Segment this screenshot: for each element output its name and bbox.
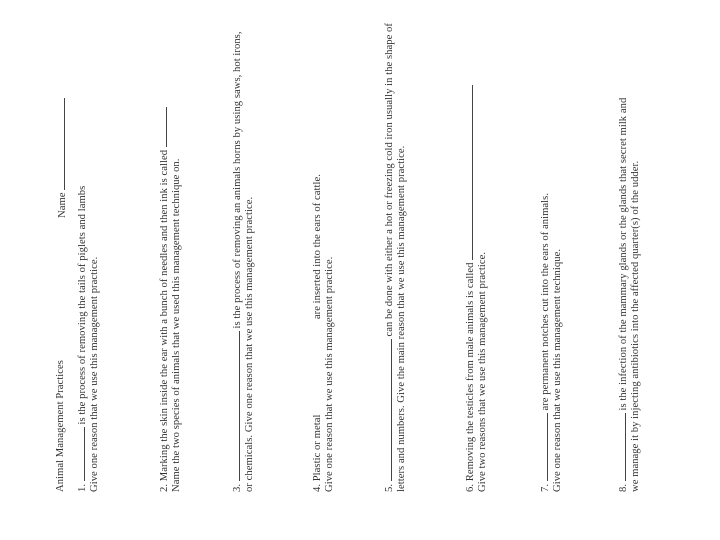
question-4-line-2 (324, 257, 336, 492)
question-1-prompt: Give one reason that we use this management practice. (89, 256, 100, 492)
question-5-line-1 (382, 23, 396, 492)
question-8-number: 8. (618, 483, 629, 492)
question-4-blank[interactable] (310, 322, 320, 412)
question-3-line-1 (230, 31, 244, 492)
question-2-line-1 (157, 107, 171, 492)
question-5-blank[interactable] (382, 339, 392, 481)
question-8-line-2 (630, 161, 642, 492)
question-3-number: 3. (232, 483, 243, 492)
question-5-line-2 (396, 146, 408, 492)
question-6-line-2 (477, 252, 489, 492)
question-7-text: are permanent notches cut into the ears of animals. (540, 192, 551, 411)
question-6-blank[interactable] (463, 85, 473, 260)
question-7-number: 7. (540, 483, 551, 492)
name-field[interactable] (55, 98, 69, 218)
question-4-text-after: are inserted into the ears of cattle. (312, 174, 323, 320)
question-4-prompt: Give one reason that we use this management practice. (324, 256, 335, 492)
question-1-text: is the process of removing the tails of piglets and lambs (77, 185, 88, 425)
question-7-prompt: Give one reason that we use this management technique. (552, 248, 563, 492)
question-6-prompt: Give two reasons that we use this management practice. (477, 251, 488, 492)
question-4-line-1 (310, 174, 324, 492)
worksheet-title (55, 360, 67, 492)
question-1-line-2 (89, 257, 101, 492)
question-1-number: 1. (77, 483, 88, 492)
question-1-blank[interactable] (75, 427, 85, 481)
question-5-text: can be done with either a hot or freezing cold iron usually in the shape of (384, 23, 395, 337)
question-4-text-before: 4. Plastic or metal (312, 414, 323, 492)
question-5-prompt: letters and numbers. Give the main reason that we use this management practice. (396, 145, 407, 492)
question-3-text: is the process of removing an animals horns by using saws, hot irons, (232, 31, 243, 329)
question-3-prompt: or chemicals. Give one reason that we use this management practice. (244, 196, 255, 492)
question-5-number: 5. (384, 483, 395, 492)
question-2-blank[interactable] (157, 107, 167, 147)
question-7-line-2 (552, 249, 564, 492)
question-2-text: 2. Marking the skin inside the ear with a bunch of needles and then ink is called (159, 149, 170, 492)
question-6-text: 6. Removing the testicles from male animals is called (465, 262, 476, 492)
question-8-text: is the infection of the mammary glands or the glands that secret milk and (618, 97, 629, 411)
question-6-line-1 (463, 85, 477, 492)
question-8-blank[interactable] (616, 413, 626, 481)
question-2-line-2 (171, 159, 183, 492)
name-label: Name (57, 192, 68, 218)
name-blank[interactable] (55, 98, 65, 190)
question-2-prompt: Name the two species of animals that we used this management technique on. (171, 158, 182, 492)
question-3-blank[interactable] (230, 331, 240, 481)
question-8-line-1 (616, 98, 630, 492)
title-text: Animal Management Practices (55, 360, 66, 492)
question-7-line-1 (538, 193, 552, 492)
question-1-line-1 (75, 186, 89, 492)
question-7-blank[interactable] (538, 413, 548, 481)
question-3-line-2 (244, 197, 256, 492)
question-8-prompt: we manage it by injecting antibiotics into the affected quarter(s) of the udder. (630, 160, 641, 492)
